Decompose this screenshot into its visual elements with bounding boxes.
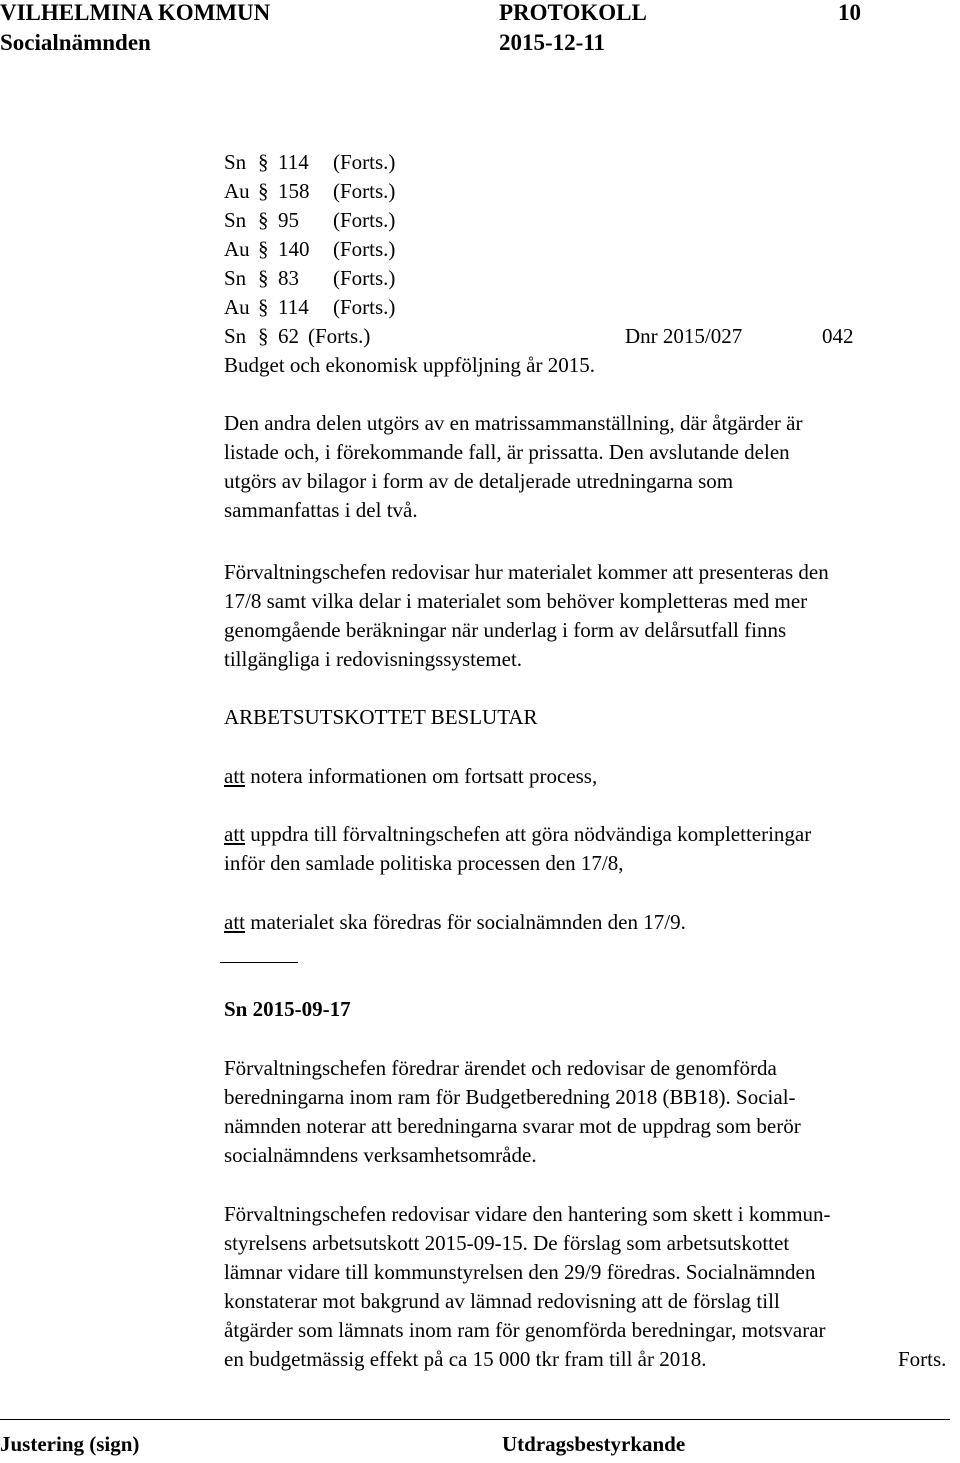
section-icon: § bbox=[258, 150, 269, 174]
paragraph-line: socialnämndens verksamhetsområde. bbox=[224, 1143, 537, 1167]
paragraph-line: 17/8 samt vilka delar i materialet som behöver kompletteras med mer bbox=[224, 589, 808, 613]
paragraph-budget-prep bbox=[224, 1054, 960, 1170]
paragraph-line: konstaterar mot bakgrund av lämnad redovisning att de förslag till bbox=[224, 1289, 780, 1313]
ref-number: 158 bbox=[278, 179, 310, 203]
section-icon: § bbox=[258, 179, 269, 203]
decision-item bbox=[224, 908, 686, 937]
ref-number: 140 bbox=[278, 237, 310, 261]
paragraph-presentation bbox=[224, 558, 960, 674]
ref-prefix: Au bbox=[224, 179, 250, 203]
section-icon: § bbox=[258, 266, 269, 290]
paragraph-handling bbox=[224, 1200, 960, 1345]
ref-note: (Forts.) bbox=[333, 266, 396, 290]
paragraph-matrix bbox=[224, 409, 960, 525]
paragraph-line: nämnden noterar att beredningarna svarar mot de uppdrag som berör bbox=[224, 1114, 801, 1138]
section-icon: § bbox=[258, 324, 269, 348]
ref-note: (Forts.) bbox=[333, 150, 396, 174]
ref-number: 62 bbox=[278, 324, 299, 348]
decision-text: materialet ska föredras för socialnämnden den 17/9. bbox=[245, 910, 686, 934]
ref-number: 114 bbox=[278, 295, 309, 319]
decision-item bbox=[224, 762, 597, 791]
decision-text: notera informationen om fortsatt process, bbox=[245, 764, 598, 788]
municipality-name: VILHELMINA KOMMUN bbox=[0, 0, 271, 25]
paragraph-line: utgörs av bilagor i form av de detaljerade utredningarna som bbox=[224, 469, 734, 493]
decision-heading: ARBETSUTSKOTTET BESLUTAR bbox=[224, 705, 538, 729]
ref-prefix: Au bbox=[224, 237, 250, 261]
paragraph-line: en budgetmässig effekt på ca 15 000 tkr fram till år 2018. bbox=[224, 1347, 707, 1371]
paragraph-line: sammanfattas i del två. bbox=[224, 498, 418, 522]
paragraph-line: styrelsens arbetsutskott 2015-09-15. De förslag som arbetsutskottet bbox=[224, 1231, 790, 1255]
paragraph-line: listade och, i förekommande fall, är prissatta. Den avslutande delen bbox=[224, 440, 790, 464]
paragraph-line: Förvaltningschefen redovisar vidare den hantering som skett i kommun- bbox=[224, 1202, 831, 1226]
page-number: 10 bbox=[838, 0, 861, 25]
decision-text: uppdra till förvaltningschefen att göra nödvändiga kompletteringar bbox=[245, 822, 812, 846]
dnr-code: 042 bbox=[822, 324, 854, 348]
board-name: Socialnämnden bbox=[0, 30, 151, 55]
decision-item-continued: inför den samlade politiska processen den 17/8, bbox=[224, 851, 624, 875]
continued-marker: Forts. bbox=[898, 1347, 947, 1371]
decision-item bbox=[224, 820, 811, 849]
certification-label: Utdragsbestyrkande bbox=[502, 1432, 686, 1456]
att-keyword: att bbox=[224, 822, 245, 846]
ref-note: (Forts.) bbox=[308, 324, 371, 348]
paragraph-line: genomgående beräkningar när underlag i form av delårsutfall finns bbox=[224, 618, 787, 642]
meeting-date: 2015-12-11 bbox=[499, 30, 606, 55]
paragraph-line: åtgärder som lämnats inom ram för genomförda beredningar, motsvarar bbox=[224, 1318, 826, 1342]
paragraph-line: Förvaltningschefen redovisar hur materialet kommer att presenteras den bbox=[224, 560, 829, 584]
ref-prefix: Sn bbox=[224, 266, 247, 290]
ref-note: (Forts.) bbox=[333, 179, 396, 203]
ref-number: 83 bbox=[278, 266, 299, 290]
paragraph-line: tillgängliga i redovisningssystemet. bbox=[224, 647, 523, 671]
ref-prefix: Sn bbox=[224, 324, 247, 348]
section-icon: § bbox=[258, 295, 269, 319]
document-type: PROTOKOLL bbox=[499, 0, 647, 25]
ref-number: 95 bbox=[278, 208, 299, 232]
paragraph-line: lämnar vidare till kommunstyrelsen den 29/9 föredras. Socialnämnden bbox=[224, 1260, 816, 1284]
footer-rule bbox=[0, 1419, 950, 1420]
ref-number: 114 bbox=[278, 150, 309, 174]
dnr-label: Dnr 2015/027 bbox=[625, 324, 743, 348]
att-keyword: att bbox=[224, 910, 245, 934]
ref-prefix: Au bbox=[224, 295, 250, 319]
ref-note: (Forts.) bbox=[333, 208, 396, 232]
document-title: Budget och ekonomisk uppföljning år 2015. bbox=[224, 353, 595, 377]
ref-note: (Forts.) bbox=[333, 295, 396, 319]
section-icon: § bbox=[258, 208, 269, 232]
paragraph-line: Förvaltningschefen föredrar ärendet och redovisar de genomförda bbox=[224, 1056, 777, 1080]
att-keyword: att bbox=[224, 764, 245, 788]
ref-prefix: Sn bbox=[224, 208, 247, 232]
meeting-heading: Sn 2015-09-17 bbox=[224, 997, 351, 1021]
ref-note: (Forts.) bbox=[333, 237, 396, 261]
section-separator bbox=[220, 962, 298, 963]
ref-prefix: Sn bbox=[224, 150, 247, 174]
signature-label: Justering (sign) bbox=[0, 1432, 140, 1456]
paragraph-line: Den andra delen utgörs av en matrissammanställning, där åtgärder är bbox=[224, 411, 803, 435]
paragraph-line: beredningarna inom ram för Budgetberedning 2018 (BB18). Social- bbox=[224, 1085, 796, 1109]
section-icon: § bbox=[258, 237, 269, 261]
